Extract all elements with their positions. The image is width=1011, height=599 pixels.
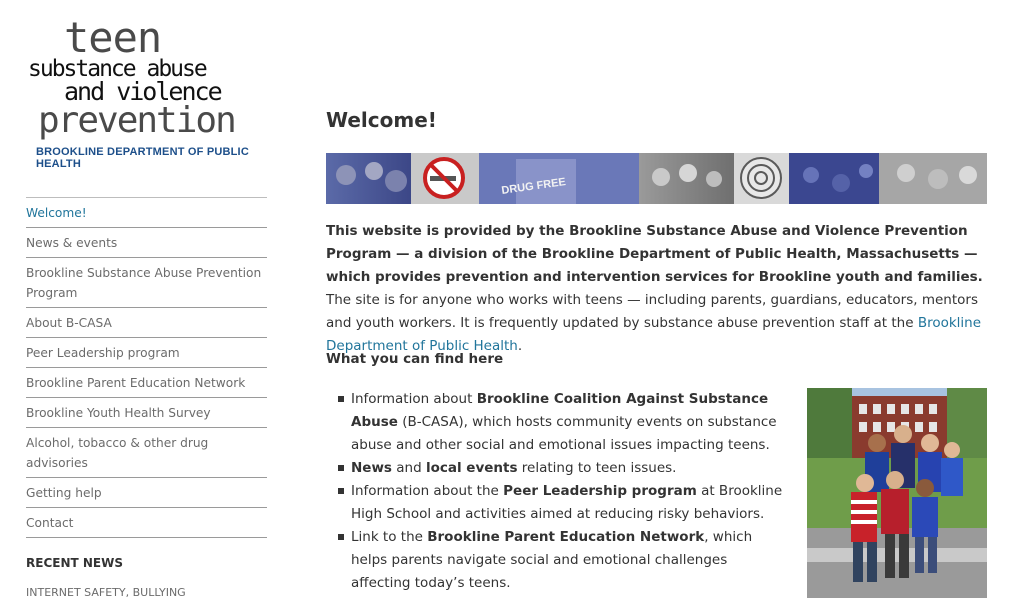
nav-item-about-bcasa[interactable]: About B-CASA xyxy=(26,308,267,338)
banner-drug-free-text: DRUG FREE xyxy=(500,176,567,197)
list-text: Information about the xyxy=(351,483,504,499)
list-text: (B-CASA), which hosts community events on substance abuse and other social and emotional issues impacting teens. xyxy=(351,414,777,453)
list-text: Information about xyxy=(351,391,477,407)
intro-paragraph xyxy=(326,220,988,358)
list-bold-text: Brookline Coalition Against Substance Abuse xyxy=(351,391,769,430)
list-item xyxy=(326,480,786,526)
logo-line-teen: teen xyxy=(64,13,162,62)
intro-bold-text: This website is provided by the Brookline Substance Abuse and Violence Prevention Program — a division of the Brookline Department of Public Health, Massachusetts — which provides prevention and intervention services for Brookline youth and families. xyxy=(326,223,983,285)
banner-image xyxy=(326,153,987,204)
list-item xyxy=(326,388,786,457)
logo-line-prevention: prevention xyxy=(38,100,235,141)
features-list xyxy=(326,388,786,595)
intro-text: The site is for anyone who works with teens — including parents, guardians, educators, mentors and youth workers. It is frequently updated by substance abuse prevention staff at the xyxy=(326,292,978,331)
recent-news-item[interactable]: INTERNET SAFETY, BULLYING xyxy=(26,586,186,599)
list-bold-text: Peer Leadership program xyxy=(503,483,697,499)
site-logo[interactable] xyxy=(26,13,276,170)
bullet-icon xyxy=(338,465,344,471)
list-bold-text: local events xyxy=(425,460,518,476)
nav-item-prevention-program[interactable]: Brookline Substance Abuse Prevention Program xyxy=(26,258,267,308)
list-bold-text: News xyxy=(351,460,392,476)
public-health-link[interactable]: Brookline Department of Public Health xyxy=(326,315,982,354)
list-text: , which helps parents navigate social and emotional challenges affecting today’s teens. xyxy=(351,529,753,591)
nav-item-welcome[interactable]: Welcome! xyxy=(26,198,267,228)
nav-item-peer-leadership[interactable]: Peer Leadership program xyxy=(26,338,267,368)
teens-group-photo xyxy=(807,388,987,598)
nav-item-youth-health-survey[interactable]: Brookline Youth Health Survey xyxy=(26,398,267,428)
bullet-icon xyxy=(338,396,344,402)
intro-end: . xyxy=(517,338,523,354)
nav-item-parent-education[interactable]: Brookline Parent Education Network xyxy=(26,368,267,398)
nav-item-contact[interactable]: Contact xyxy=(26,508,267,538)
recent-news-heading: RECENT NEWS xyxy=(26,556,123,570)
sidebar-nav xyxy=(26,197,267,538)
bullet-icon xyxy=(338,534,344,540)
list-text: relating to teen issues. xyxy=(517,460,677,476)
list-bold-text: Brookline Parent Education Network xyxy=(427,529,705,545)
section-heading: What you can find here xyxy=(326,351,504,367)
list-item xyxy=(326,457,786,480)
nav-item-news-events[interactable]: News & events xyxy=(26,228,267,258)
nav-item-getting-help[interactable]: Getting help xyxy=(26,478,267,508)
nav-item-advisories[interactable]: Alcohol, tobacco & other drug advisories xyxy=(26,428,267,478)
page-title: Welcome! xyxy=(326,108,437,132)
list-text: Link to the xyxy=(351,529,428,545)
logo-line-violence: and violence xyxy=(64,77,221,106)
logo-line-substance: substance abuse xyxy=(28,56,206,82)
list-item xyxy=(326,526,786,595)
list-text: at Brookline High School and activities aimed at reducing risky behaviors. xyxy=(351,483,783,522)
bullet-icon xyxy=(338,488,344,494)
list-text: and xyxy=(391,460,426,476)
logo-department: BROOKLINE DEPARTMENT OF PUBLIC HEALTH xyxy=(36,146,249,170)
